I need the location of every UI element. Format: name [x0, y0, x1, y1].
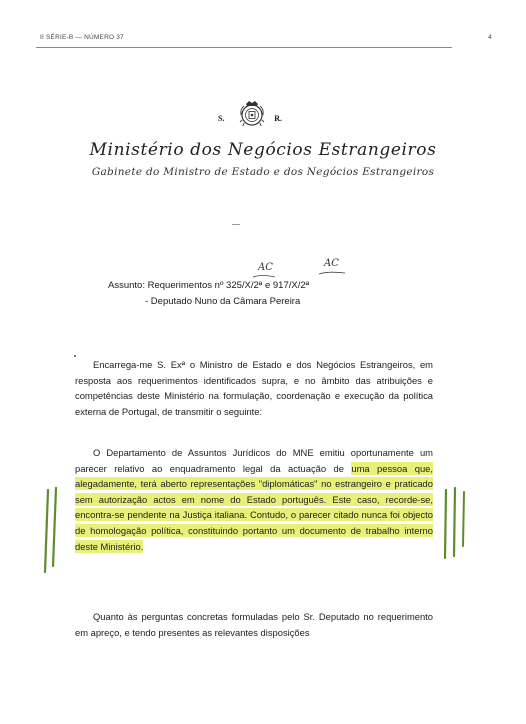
paragraph-3	[75, 609, 433, 640]
ministry-title: Ministério dos Negócios Estrangeiros	[89, 140, 437, 160]
initials-underline	[252, 274, 276, 280]
page-number: 4	[488, 34, 492, 41]
running-header	[40, 34, 492, 41]
subject-line-1: Assunto: Requerimentos nº 325/X/2ª e 917/X/2ª	[108, 280, 310, 291]
subject-line-2: - Deputado Nuno da Câmara Pereira	[145, 296, 301, 307]
subject-block	[108, 280, 309, 307]
margin-marks-left	[40, 486, 68, 578]
initials-underline	[318, 270, 346, 276]
paragraph-2	[75, 445, 433, 554]
coat-of-arms-icon	[239, 100, 265, 128]
margin-marks-right	[438, 486, 472, 566]
paragraph-1-text: Encarrega-me S. Exª o Ministro de Estado e dos Negócios Estrangeiros, em resposta aos requerimentos identificados supra, e no âmbito das atribuições e competências deste Ministério na formulação, coordenação e execução da política externa de Portugal, de transmitir o seguinte:	[75, 359, 433, 417]
series-label: II SÉRIE-B — NÚMERO 37	[40, 34, 124, 41]
crest-right-mark: R.	[274, 114, 282, 123]
handwritten-initials-1: AC	[258, 262, 273, 273]
header-rule	[36, 47, 452, 48]
handwritten-initials-2: AC	[324, 258, 339, 269]
highlighted-passage: uma pessoa que, alegadamente, terá aberto representações "diplomáticas" no estrangeiro e praticado sem autorização actos em nome do Estado português. Este caso, recorde-se, encontra-se pendente na Justiça italiana. Contudo, o parecer citado nunca foi objecto de homologação política, constituindo portanto um documento de trabalho interno deste Ministério.	[75, 462, 433, 552]
paragraph-3-text: Quanto às perguntas concretas formuladas pelo Sr. Deputado no requerimento em apreço, e tendo presentes as relevantes disposições	[75, 611, 433, 638]
stray-mark	[232, 224, 240, 225]
letterhead-crest	[218, 100, 288, 132]
paragraph-1	[75, 357, 433, 419]
cabinet-subtitle: Gabinete do Ministro de Estado e dos Negócios Estrangeiros	[91, 166, 435, 178]
crest-left-mark: S.	[218, 114, 225, 123]
paragraph-2-text: O Departamento de Assuntos Jurídicos do MNE emitiu oportunamente um parecer relativo ao enquadramento legal da actuação de	[75, 447, 433, 474]
